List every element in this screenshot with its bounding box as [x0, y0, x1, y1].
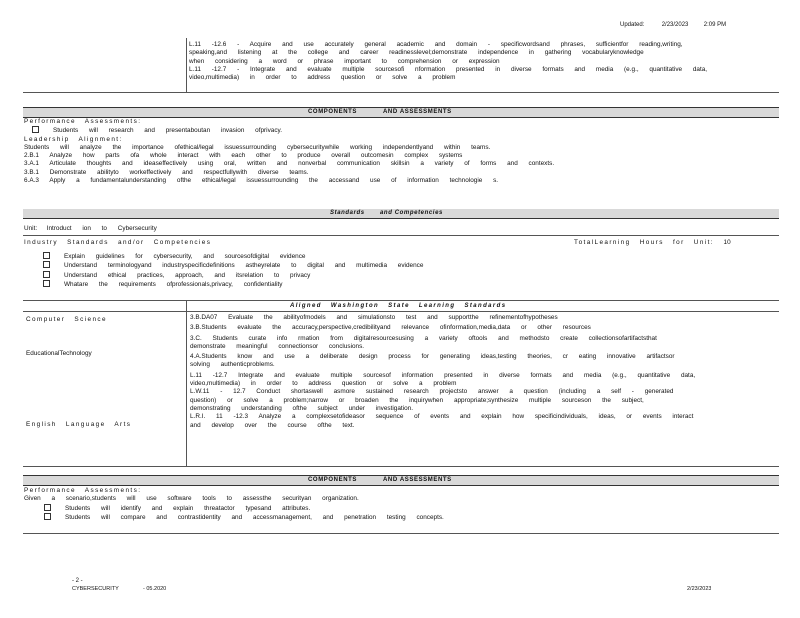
standard-line: 4.A.Students know and use a deliberate design process for generating ideas,testing theories, cr eating innovative artifactsor	[190, 353, 675, 361]
updated-time: 2:09 PM	[703, 22, 727, 28]
checkbox-bullet-icon	[44, 504, 51, 511]
standard-line: L.W.11 - 12.7 Conduct shortaswell asmore sustained research projectsto answer a question (including a self - generated	[190, 388, 674, 396]
band-right: AND ASSESSMENTS	[383, 109, 452, 115]
footer-course: CYBERSECURITY	[72, 586, 119, 592]
perf-item: Students will compare and contrastidentity and accessmanagement, and penetration testing concepts.	[24, 513, 724, 522]
leadership-heading: Leadership Alignment:	[24, 135, 123, 143]
standard-line: demonstrating understanding ofthe subject under investigation.	[190, 404, 413, 412]
standard-line: video,multimedia) in order to address question or solve a problem	[190, 380, 457, 388]
scenario-line: Given a scenario,students will use software tools to assessthe securityan organization.	[24, 495, 359, 503]
standard-line: 3.C. Students curate info rmation from digitalresourcesusing a variety oftools and methodsto create collectionsofartifactsthat	[190, 334, 657, 342]
standard-line: and develop over the course ofthe text.	[190, 421, 355, 429]
standard-line: 3.B.DA07 Evaluate the abilityofmodels and simulationsto test and supportthe refinementofhypotheses	[190, 314, 558, 321]
hours-label: TotalLearning Hours for Unit:	[574, 239, 714, 246]
standards-bottom-rule	[23, 466, 779, 467]
top-divider	[186, 38, 187, 92]
footer-version: - 05.2020	[143, 586, 167, 592]
subject-et: EducationalTechnology	[26, 350, 92, 357]
perf-item: Students will identify and explain threatactor typesand attributes.	[24, 504, 724, 513]
leadership-line: 3.A.1 Articulate thoughts and ideaseffectively using oral, written and nonverbal communication skillsin a variety of forms and contexts.	[24, 160, 555, 168]
top-line: when considering a word or phrase important to comprehension or expression	[189, 57, 500, 65]
leadership-line: Students will analyze the importance ofethical/legal issuessurrounding cybersecuritywhile working independentlyand within teams.	[24, 143, 491, 151]
leadership-line: 2.B.1 Analyze how parts ofa whole interact with each other to produce overall outcomesin complex systems	[24, 152, 463, 160]
band-left: Standards	[330, 210, 365, 216]
industry-list	[43, 252, 743, 289]
industry-heading: Industry Standards and/or Competencies	[24, 239, 212, 246]
top-standards-block	[189, 41, 779, 82]
unit-row	[24, 225, 157, 233]
updated-stamp	[620, 21, 726, 29]
checkbox-bullet-icon	[43, 261, 50, 268]
standard-line: L.R.I. 11 -12.3 Analyze a complexsetofideasor sequence of events and explain how specificindividuals, ideas, or events interact	[190, 413, 694, 421]
updated-date: 2/23/2023	[661, 22, 689, 28]
checkbox-bullet-icon	[32, 126, 39, 133]
footer-date: 2/23/2023	[687, 586, 712, 592]
performance-heading: Performance Assessments:	[24, 487, 142, 494]
standard-line: 3.B.Students evaluate the accuracy,perspective,credibilityand relevance ofinformation,media,data or other resources	[190, 324, 591, 332]
subject-cs: Computer Science	[26, 316, 107, 323]
checkbox-bullet-icon	[43, 252, 50, 259]
checkbox-bullet-icon	[43, 280, 50, 287]
aligned-heading: Aligned Washington State Learning Standards	[290, 303, 507, 309]
band-left: COMPONENTS	[308, 109, 358, 115]
section-1	[24, 118, 779, 185]
standard-line: demonstrate meaningful connectionsor conclusions.	[190, 342, 365, 350]
band-right: and Competencies	[380, 210, 443, 216]
hours-value: 10	[723, 239, 731, 246]
band-left: COMPONENTS	[308, 477, 358, 483]
industry-item: Understand ethical practices, approach, and itsrelation to privacy	[43, 271, 743, 280]
updated-label: Updated:	[620, 22, 645, 28]
performance-heading: Performance Assessments:	[24, 118, 142, 125]
standards-list	[190, 314, 780, 430]
leadership-line: 6.A.3 Apply a fundamentalunderstanding ofthe ethical/legal issuessurrounding the accessand use of information technologie s.	[24, 177, 499, 185]
top-line: L.11 -12.6 - Acquire and use accurately general academic and domain - specificwordsand phrases, sufficientfor reading,writing,	[189, 41, 683, 48]
standard-line: question) or solve a problem;narrow or broaden the inquirywhen appropriate;synthesize multiple sourceson the subject,	[190, 396, 644, 404]
leadership-line: 3.B.1 Demonstrate abilityto workeffectively and respectfullywith diverse teams.	[24, 168, 309, 176]
industry-item: Understand terminologyand industryspecificdefinitions astheyrelate to digital and multimedia evidence	[43, 261, 743, 270]
unit-title: Introduct ion to Cybersecurity	[46, 225, 157, 232]
unit-rule	[23, 235, 779, 236]
checkbox-bullet-icon	[44, 513, 51, 520]
section2-bottom-rule	[23, 533, 779, 534]
standard-line: L.11 -12.7 Integrate and evaluate multiple sourcesof information presented in diverse formats and media (e.g., quantitative data,	[190, 371, 696, 379]
perf-item: Students will research and presentaboutan invasion ofprivacy.	[24, 126, 779, 135]
top-bottom-rule	[23, 92, 779, 93]
standard-line: solving authenticproblems.	[190, 361, 275, 369]
top-line: speaking,and listening at the college and career readinesslevel;demonstrate independence in gathering vocabularyknowledge	[189, 49, 644, 57]
top-line: video,multimedia) in order to address question or solve a problem	[189, 74, 456, 82]
components-band	[23, 107, 779, 118]
aligned-bottom-rule	[23, 311, 779, 312]
aligned-top-rule	[23, 300, 779, 301]
subject-ela: English Language Arts	[26, 421, 132, 428]
aligned-divider	[186, 300, 187, 466]
standards-band	[23, 209, 779, 219]
top-line: L.11 -12.7 - Integrate and evaluate multiple sourcesofi nformation presented in diverse formats and media (e.g., quantitative data,	[189, 65, 708, 73]
checkbox-bullet-icon	[43, 271, 50, 278]
components-band-2	[23, 475, 779, 486]
industry-item: Explain guidelines for cybersecurity, and sourcesofdigital evidence	[43, 252, 743, 261]
hours-row	[574, 239, 731, 247]
band-right: AND ASSESSMENTS	[383, 477, 452, 483]
industry-item: Whatare the requirements ofprofessionals,privacy, confidentiality	[43, 280, 743, 289]
unit-label: Unit:	[24, 225, 38, 232]
footer-page: - 2 -	[72, 578, 83, 584]
section-2	[24, 487, 724, 522]
